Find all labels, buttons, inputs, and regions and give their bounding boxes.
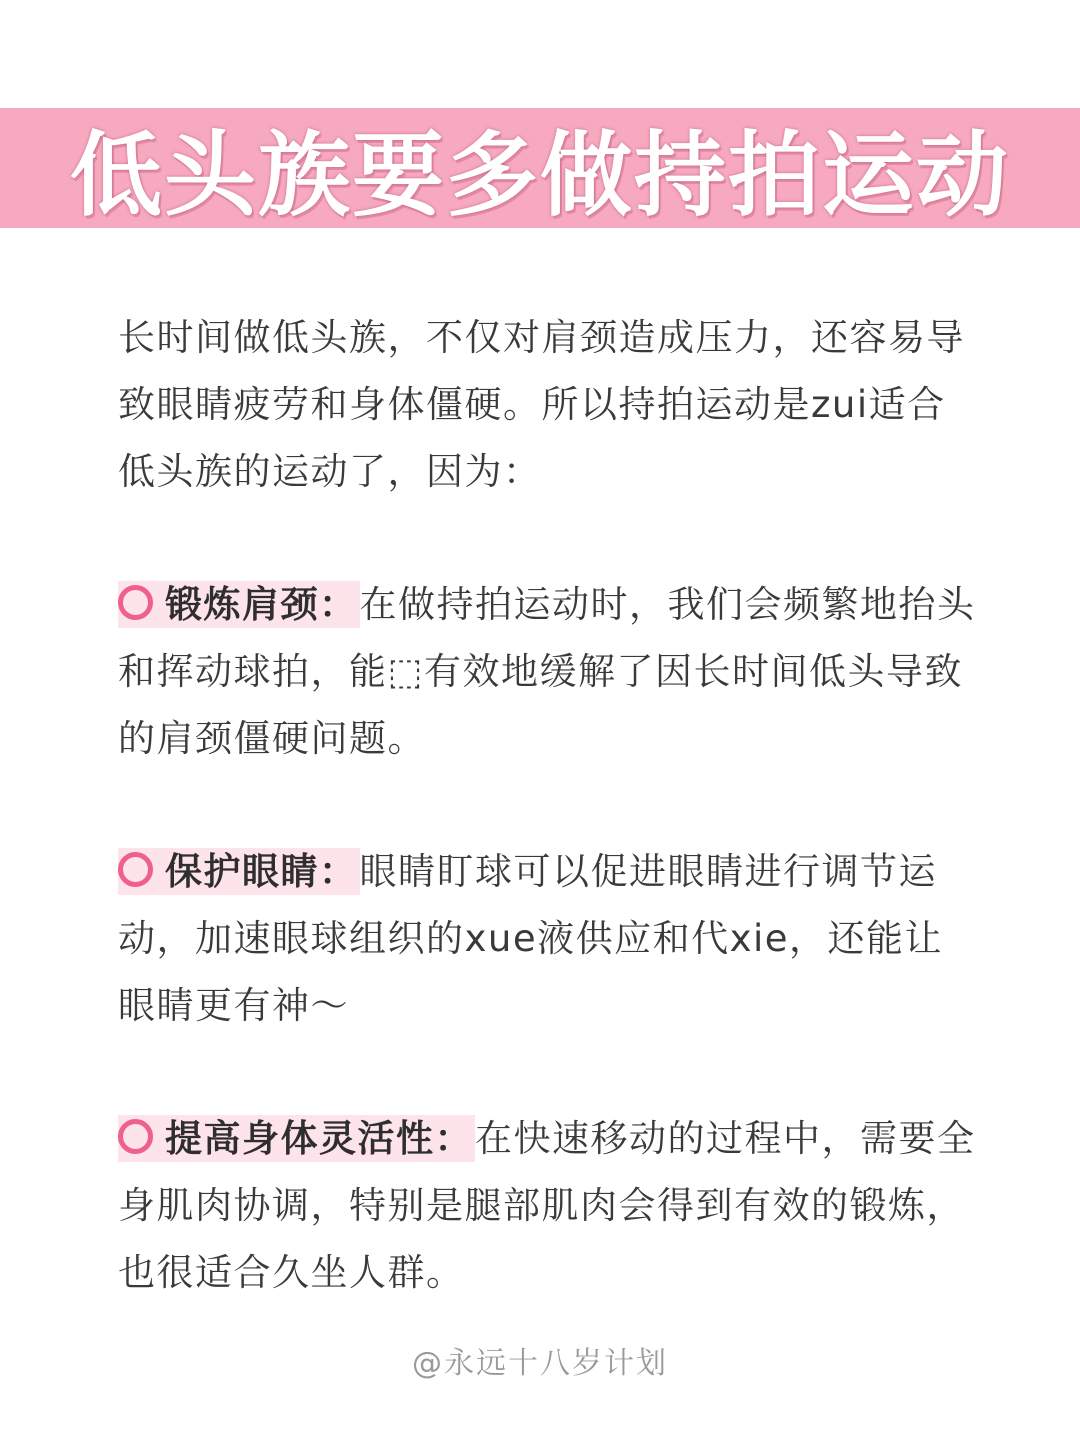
point-eyes (118, 838, 978, 1039)
point-heading: 提高身体灵活性： (165, 1117, 473, 1160)
point-flexibility (118, 1105, 978, 1306)
point-heading: 锻炼肩颈： (165, 583, 358, 626)
point-shoulder-neck (118, 571, 978, 772)
point-body: 在快速移动的过程中，需要全身肌肉协调，特别是腿部肌肉会得到有效的锻炼，也很适合久坐人群。 (118, 1117, 976, 1294)
article-content (118, 304, 978, 1306)
author-watermark: @永远十八岁计划 (412, 1346, 668, 1381)
point-body: 在做持拍运动时，我们会频繁地抬头和挥动球拍，能⬚有效地缓解了因长时间低头导致的肩颈僵硬问题。 (118, 583, 976, 760)
point-heading-highlight (118, 1115, 475, 1162)
title-banner (0, 108, 1080, 228)
intro-paragraph: 长时间做低头族，不仅对肩颈造成压力，还容易导致眼睛疲劳和身体僵硬。所以持拍运动是zui适合低头族的运动了，因为： (118, 316, 965, 493)
point-heading-highlight (118, 848, 360, 895)
ring-icon (118, 585, 153, 620)
point-heading: 保护眼睛： (165, 850, 358, 893)
point-body: 眼睛盯球可以促进眼睛进行调节运动，加速眼球组织的xue液供应和代xie，还能让眼睛更有神～ (118, 850, 944, 1027)
point-heading-highlight (118, 581, 360, 628)
page-title: 低头族要多做持拍运动 (69, 122, 1010, 229)
ring-icon (118, 852, 153, 887)
ring-icon (118, 1119, 153, 1154)
